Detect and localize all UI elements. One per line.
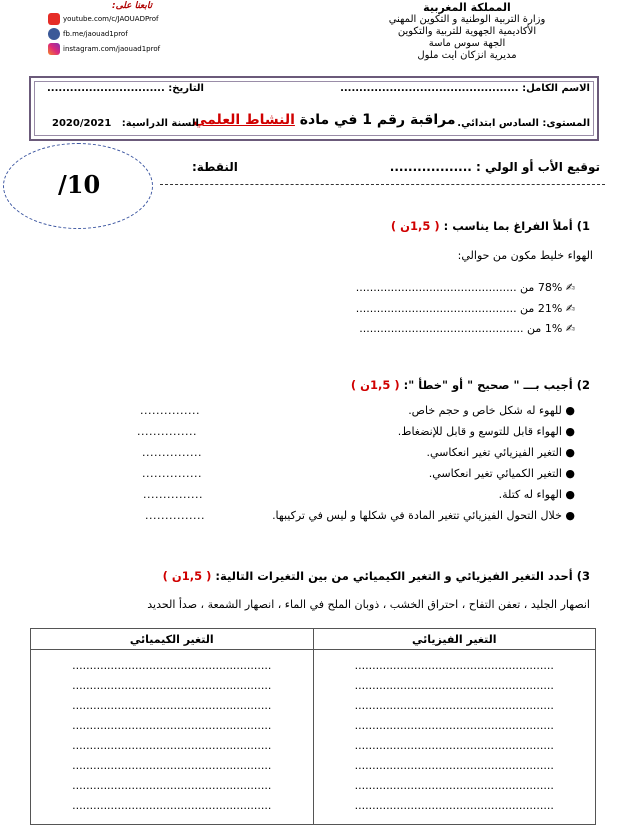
q2-answer-5[interactable]: ............... <box>143 488 203 501</box>
question-2-points: ( 1,5ن ) <box>350 378 400 392</box>
answer-line[interactable]: ......................................................... <box>72 679 272 692</box>
q2-item-4-text: التغير الكميائي تغير انعكاسي. <box>428 467 562 480</box>
exam-title <box>193 112 456 128</box>
answer-line[interactable]: ......................................................... <box>354 759 554 772</box>
question-3-title <box>163 569 590 583</box>
answer-line[interactable]: ......................................................... <box>354 699 554 712</box>
answer-line[interactable]: ......................................................... <box>354 659 554 672</box>
q2-answer-1[interactable]: ............... <box>140 404 200 417</box>
level-label: المستوى: السادس ابتدائي. <box>457 118 590 129</box>
region-label: الجهة سوس ماسة <box>428 38 506 49</box>
facebook-link[interactable] <box>48 28 128 40</box>
q2-answer-3[interactable]: ............... <box>142 446 202 459</box>
q2-item-5-text: الهواء له كتلة. <box>498 488 562 501</box>
changes-list: انصهار الجليد ، تعفن التفاح ، احتراق الخشب ، ذوبان الملح في الماء ، انصهار الشمعة ، صدأ الحديد <box>147 598 590 611</box>
grade-label: النقطة: <box>192 160 238 174</box>
answer-line[interactable]: ......................................................... <box>354 719 554 732</box>
facebook-icon <box>48 28 60 40</box>
q2-item-6-text: خلال التحول الفيزيائي تتغير المادة في شكلها و ليس في تركيبها. <box>272 509 562 522</box>
answer-line[interactable]: ......................................................... <box>72 759 272 772</box>
q2-item-6: ● خلال التحول الفيزيائي تتغير المادة في شكلها و ليس في تركيبها. <box>272 509 575 522</box>
answer-line[interactable]: ......................................................... <box>354 799 554 812</box>
q1-item-1[interactable] <box>356 281 575 294</box>
col-physical-header: التغير الفيزيائي <box>313 629 596 650</box>
q1-item-3[interactable] <box>359 322 575 335</box>
question-1-points: ( 1,5ن ) <box>390 219 440 233</box>
question-2-title <box>351 378 590 392</box>
q2-answer-6[interactable]: ............... <box>145 509 205 522</box>
question-2-text: 2) أجيب بـــ " صحيح " أو "خطأ ": <box>403 378 590 392</box>
q1-item-3-text: 1% من ............................................... <box>359 322 563 335</box>
col-chemical-header: التغير الكيميائي <box>31 629 314 650</box>
q1-item-2[interactable] <box>356 302 575 315</box>
q2-item-1: ● للهوء له شكل خاص و حجم خاص. <box>408 404 575 417</box>
chemical-answer-cell[interactable] <box>31 650 314 825</box>
answer-line[interactable]: ......................................................... <box>72 739 272 752</box>
q2-answer-4[interactable]: ............... <box>142 467 202 480</box>
answer-line[interactable]: ......................................................... <box>72 699 272 712</box>
ministry-label: وزارة التربية الوطنية و التكوين المهني <box>388 14 546 25</box>
q1-item-2-text: 21% من .............................................. <box>355 302 563 315</box>
q2-answer-2[interactable]: ............... <box>137 425 197 438</box>
question-1-title <box>391 219 590 233</box>
q2-item-5: ● الهواء له كتلة. <box>498 488 575 501</box>
question-3-points: ( 1,5ن ) <box>162 569 212 583</box>
youtube-icon <box>48 13 60 25</box>
answer-line[interactable]: ......................................................... <box>354 679 554 692</box>
answer-line[interactable]: ......................................................... <box>354 779 554 792</box>
q2-item-2: ● الهواء قابل للتوسع و قابل للإنضغاط. <box>397 425 575 438</box>
answer-line[interactable]: ......................................................... <box>354 739 554 752</box>
q2-item-1-text: للهوء له شكل خاص و حجم خاص. <box>408 404 562 417</box>
answer-line[interactable]: ......................................................... <box>72 719 272 732</box>
q2-item-3: ● التغير الفيزيائي تغير انعكاسي. <box>426 446 575 459</box>
q1-item-1-text: 78% من .............................................. <box>355 281 563 294</box>
instagram-icon <box>48 43 60 55</box>
physical-answer-cell[interactable] <box>313 650 596 825</box>
pencil-icon: ✍ <box>565 281 575 294</box>
answer-line[interactable]: ......................................................... <box>72 779 272 792</box>
score-value: /10 <box>58 170 101 199</box>
exam-subject: النشاط العلمي <box>193 112 295 128</box>
name-field[interactable]: الاسم الكامل: ............................................... <box>340 83 590 94</box>
youtube-url: youtube.com/c/JAOUADProf <box>63 15 159 23</box>
date-field[interactable]: التاريخ: ............................... <box>47 83 204 94</box>
social-title: تابعنا على: <box>112 1 153 11</box>
q2-item-3-text: التغير الفيزيائي تغير انعكاسي. <box>426 446 562 459</box>
answer-table <box>30 628 596 825</box>
school-year-value: 2020/2021 <box>52 118 112 129</box>
question-1-intro: الهواء خليط مكون من حوالي: <box>457 249 593 262</box>
school-year-label: السنة الدراسية: <box>121 118 199 129</box>
question-1-text: 1) أملأ الفراغ بما يناسب : <box>443 219 590 233</box>
answer-line[interactable]: ......................................................... <box>72 659 272 672</box>
pencil-icon: ✍ <box>565 322 575 335</box>
instagram-url: instagram.com/jaouad1prof <box>63 45 161 53</box>
exam-title-prefix: مراقبة رقم 1 في مادة <box>299 112 456 128</box>
separator-line <box>160 184 605 185</box>
q2-item-4: ● التغير الكميائي تغير انعكاسي. <box>428 467 575 480</box>
facebook-url: fb.me/jaouad1prof <box>63 30 128 38</box>
q2-item-2-text: الهواء قابل للتوسع و قابل للإنضغاط. <box>397 425 562 438</box>
kingdom-label: المملكة المغربية <box>423 1 511 14</box>
youtube-link[interactable] <box>48 13 159 25</box>
parent-signature-field[interactable]: توقيع الأب أو الولي : .................. <box>389 160 600 174</box>
school-year <box>52 118 199 129</box>
academy-label: الأكاديمية الجهوية للتربية والتكوين <box>397 26 537 37</box>
pencil-icon: ✍ <box>565 302 575 315</box>
ministry-header <box>342 2 592 62</box>
answer-line[interactable]: ......................................................... <box>72 799 272 812</box>
instagram-link[interactable] <box>48 43 160 55</box>
directorate-label: مديرية انزكان ايت ملول <box>417 50 517 61</box>
question-3-text: 3) أحدد التغير الفيزيائي و التغير الكيميائي من بين التغيرات التالية: <box>215 569 590 583</box>
